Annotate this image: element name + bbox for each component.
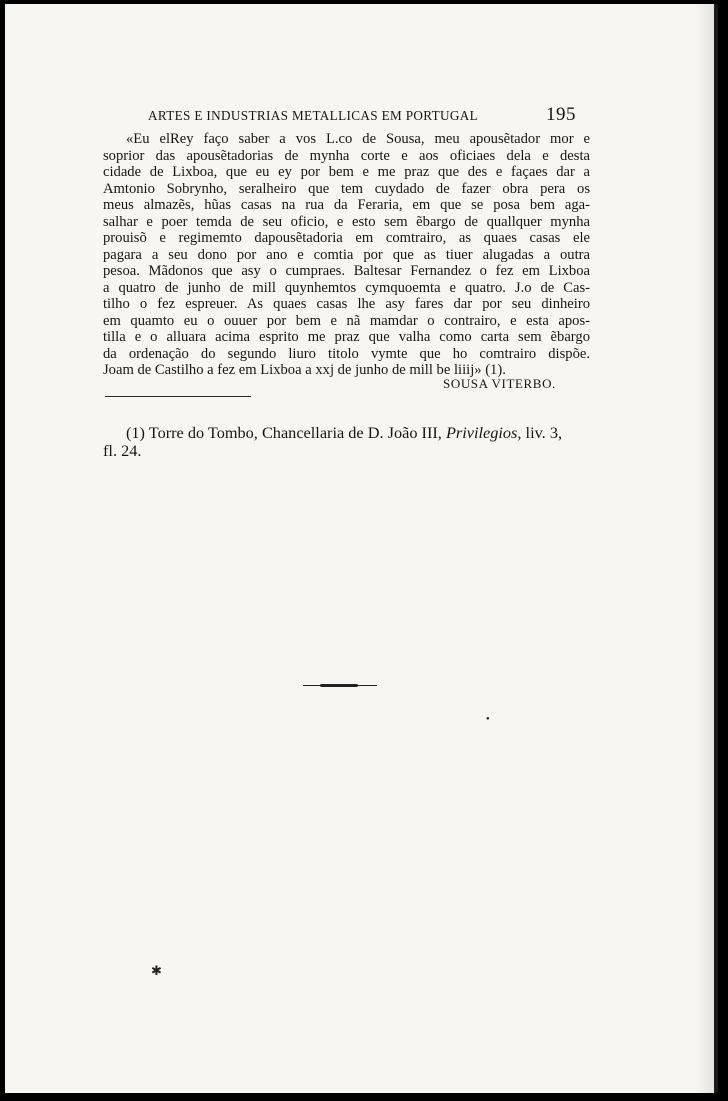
body-line: cidade de Lixboa, que eu ey por bem e me praz que des e façaes dar a	[103, 164, 590, 180]
running-head	[148, 105, 588, 129]
footnote-continuation: fl. 24.	[103, 441, 142, 460]
body-line: soprior das apousẽtadorias de mynha corte e aos oficiaes dela e desta	[103, 147, 590, 164]
footnote-line	[103, 424, 590, 442]
body-line: meus almazẽs, hũas casas na rua da Feraria, em que se posa bem aga-	[103, 197, 590, 213]
body-line: a quatro de junho de mill quynhemtos cymquoemta e quatro. J.o de Cas-	[103, 279, 590, 296]
body-line: pagara a seu dono por ano e comtia por que as tiuer alugadas a outra	[103, 246, 590, 263]
footnote-divider	[105, 396, 251, 397]
author-signature: SOUSA VITERBO.	[443, 376, 556, 391]
body-line: prouisõ e regimemto dapousẽtadoria em comtrairo, as quaes casas ele	[103, 230, 590, 246]
ink-dot-icon: ●	[486, 716, 490, 722]
body-line: tilho o fez espreuer. As quaes casas lhe asy fares dar por seu dinheiro	[103, 296, 590, 312]
body-line: salhar e poer temda de seu oficio, e esto sem ẽbargo de quallquer mynha	[103, 213, 590, 230]
running-title: ARTES E INDUSTRIAS METALLICAS EM PORTUGAL	[148, 108, 479, 123]
footnote-marker: (1)	[126, 423, 145, 442]
book-page	[5, 4, 718, 1093]
body-line: «Eu elRey faço saber a vos L.co de Sousa, meu apousẽtador mor e	[126, 131, 590, 147]
end-ornament	[303, 684, 377, 688]
page-number: 195	[546, 104, 576, 125]
footnote-text: Torre do Tombo, Chancellaria de D. João III,	[148, 423, 442, 442]
document-body	[103, 131, 590, 379]
footnote-text-after: liv. 3,	[525, 423, 563, 442]
ornament-thick-line	[320, 684, 358, 687]
footnote	[103, 424, 590, 460]
body-line: pesoa. Mãdonos que asy o cumpraes. Baltesar Fernandez o fez em Lixboa	[103, 263, 590, 279]
page-edge-shadow	[694, 4, 714, 1093]
body-line: Joam de Castilho a fez em Lixboa a xxj de junho de mill be liiij» (1).	[103, 362, 506, 378]
body-line: tilla e o alluara acima esprito me praz que valha como carta sem ẽbargo	[103, 329, 590, 345]
body-line: Amtonio Sobrynho, seralheiro que tem cuydado de fazer obra pera os	[103, 180, 590, 197]
footnote-italic-title: Privilegios,	[445, 423, 522, 442]
body-line: da ordenação do segundo liuro titolo vymte que ho comtrairo dispõe.	[103, 345, 590, 362]
body-line: em quamto eu o ouuer por bem e nã mamdar o contrairo, e esta apos-	[103, 312, 590, 329]
ink-blot-icon: ✱	[151, 963, 162, 978]
